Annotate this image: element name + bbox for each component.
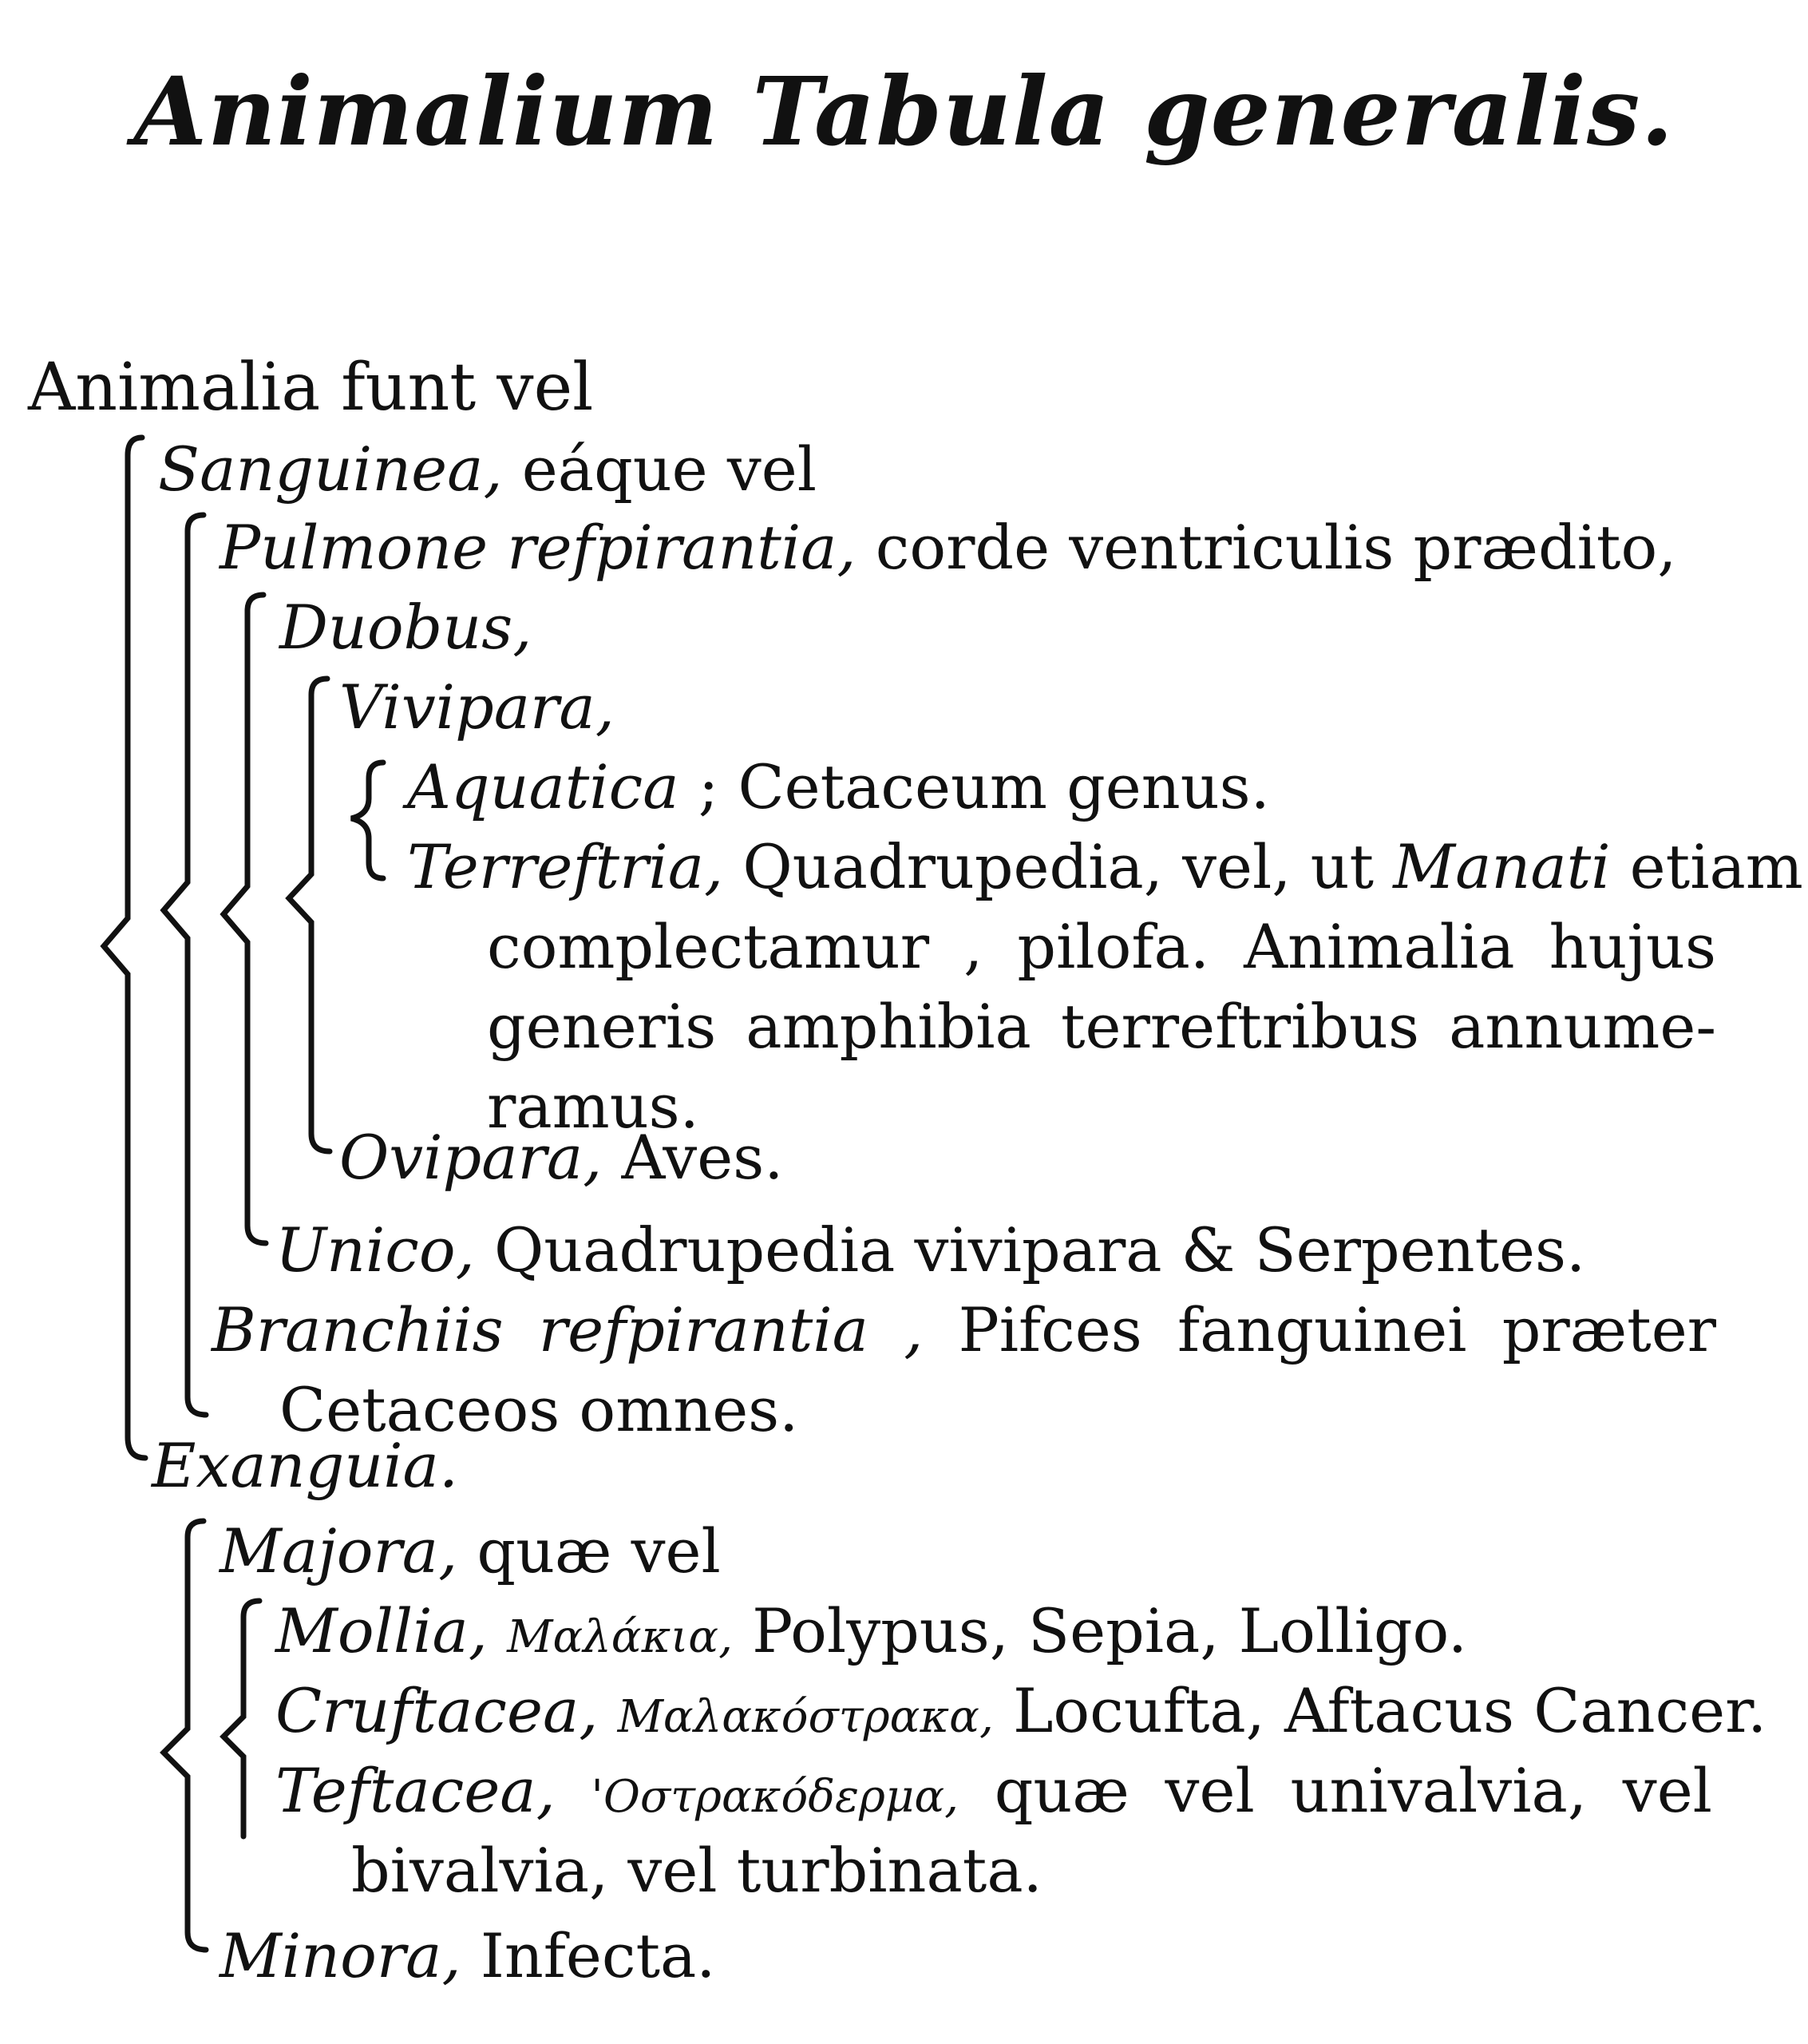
- node-terrestria: [407, 829, 1803, 905]
- node-sanguinea-text: eáque vel: [521, 434, 817, 505]
- bracket-aquatica-terrestria: [351, 763, 383, 878]
- node-unico: [275, 1212, 1585, 1289]
- node-majora-name: Majora,: [220, 1515, 458, 1586]
- node-majora: [220, 1513, 721, 1590]
- node-aquatica: [407, 749, 1270, 826]
- bracket-mollia-testacea: [224, 1601, 259, 1836]
- bracket-pulmone-branchiis: [164, 515, 206, 1415]
- node-branchiis-text: Pifces fanguinei præter: [958, 1294, 1716, 1365]
- node-pulmone-name: Pulmone refpirantia,: [220, 512, 857, 583]
- node-testacea: [275, 1753, 1712, 1836]
- node-terrestria-manati: Manati: [1393, 831, 1611, 902]
- node-majora-text: quæ vel: [477, 1515, 721, 1586]
- page-title: Animalium Tabula generalis.: [133, 56, 1675, 167]
- bracket-duobus-unico: [224, 595, 266, 1243]
- node-ovipara-text: Aves.: [621, 1122, 784, 1193]
- node-mollia-greek: Μαλάκια,: [507, 1611, 733, 1663]
- bracket-vivipara-ovipara: [289, 679, 330, 1151]
- node-minora: [220, 1918, 715, 1994]
- node-branchiis-line2: Cetaceos omnes.: [279, 1374, 799, 1445]
- node-crustacea-greek: Μαλακόστρακα,: [617, 1691, 994, 1743]
- node-branchiis-name: Branchiis refpirantia ,: [212, 1294, 924, 1365]
- node-aquatica-text: ; Cetaceum genus.: [698, 751, 1270, 822]
- node-vivipara: [339, 669, 615, 746]
- node-mollia-name: Mollia,: [275, 1595, 488, 1666]
- node-pulmone-text: corde ventriculis prædito,: [875, 512, 1677, 583]
- node-terrestria-text-b: etiam: [1629, 831, 1803, 902]
- bracket-sanguinea-exanguia: [104, 438, 145, 1458]
- node-vivipara-name: Vivipara,: [339, 671, 615, 743]
- node-unico-text: Quadrupedia vivipara & Serpentes.: [493, 1214, 1586, 1285]
- node-aquatica-name: Aquatica: [407, 751, 679, 822]
- node-minora-text: Infecta.: [480, 1920, 716, 1991]
- node-mollia-text: Polypus, Sepia, Lolligo.: [752, 1595, 1468, 1666]
- node-sanguinea-name: Sanguinea,: [158, 434, 503, 505]
- node-duobus: [279, 589, 532, 666]
- node-terrestria-name: Terreftria,: [407, 831, 724, 902]
- node-minora-name: Minora,: [220, 1920, 461, 1991]
- node-crustacea-text: Locufta, Aftacus Cancer.: [1012, 1675, 1767, 1746]
- root-label: Animalia funt vel: [28, 350, 594, 426]
- node-pulmone: [220, 509, 1676, 586]
- node-duobus-name: Duobus,: [279, 592, 532, 663]
- node-ovipara-name: Ovipara,: [339, 1122, 603, 1193]
- node-unico-name: Unico,: [275, 1214, 475, 1285]
- node-terrestria-line3: generis amphibia terreftribus annume-: [487, 991, 1716, 1062]
- bracket-majora-minora: [164, 1521, 206, 1950]
- node-mollia: [275, 1593, 1467, 1676]
- node-sanguinea: [158, 431, 817, 508]
- node-testacea-greek: 'Οστρακόδερμα,: [591, 1771, 959, 1823]
- node-terrestria-line2: complectamur , pilofa. Animalia hujus: [487, 911, 1716, 982]
- node-crustacea: [275, 1673, 1766, 1756]
- node-exanguia: [152, 1428, 458, 1504]
- node-crustacea-name: Cruftacea,: [275, 1675, 599, 1746]
- node-testacea-name: Teftacea,: [275, 1755, 556, 1826]
- node-terrestria-text-a: Quadrupedia, vel, ut: [742, 831, 1375, 902]
- node-testacea-text: quæ vel univalvia, vel: [994, 1755, 1712, 1826]
- node-exanguia-name: Exanguia.: [152, 1430, 458, 1501]
- node-testacea-line2: bivalvia, vel turbinata.: [351, 1835, 1042, 1906]
- node-branchiis: [212, 1292, 1716, 1369]
- node-terrestria-line4: ramus.: [487, 1071, 699, 1142]
- node-ovipara: [339, 1119, 783, 1196]
